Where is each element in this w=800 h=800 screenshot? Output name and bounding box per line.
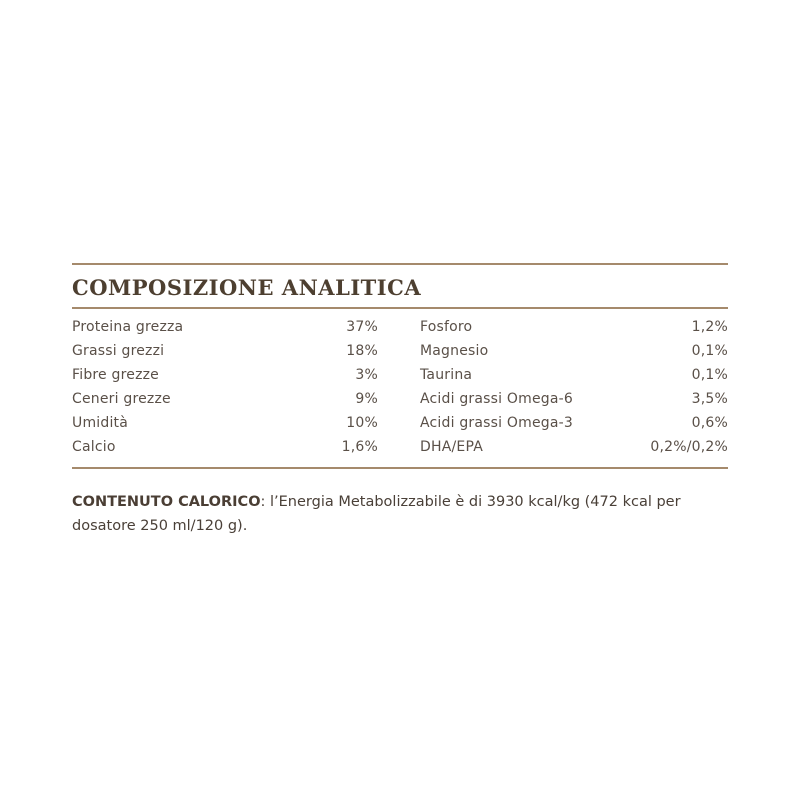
nutrient-value: 0,6% (691, 415, 728, 431)
nutrient-name: DHA/EPA (420, 439, 483, 455)
nutrient-name: Umidità (72, 415, 129, 431)
nutrient-name: Acidi grassi Omega-6 (420, 391, 573, 407)
table-row (72, 435, 378, 459)
top-rule (72, 263, 728, 265)
nutrient-value: 0,1% (691, 367, 728, 383)
section-title: COMPOSIZIONE ANALITICA (72, 275, 422, 300)
nutrient-value: 1,2% (691, 319, 728, 335)
table-row (420, 315, 728, 339)
calorie-text: : l’Energia Metabolizzabile è di 3930 kcal/kg (472 kcal per dosatore 250 ml/120 g). (72, 494, 681, 534)
table-row (72, 339, 378, 363)
composition-table (72, 309, 728, 467)
nutrient-name: Fibre grezze (72, 367, 159, 383)
table-row (420, 339, 728, 363)
nutrient-name: Proteina grezza (72, 319, 184, 335)
nutrient-name: Magnesio (420, 343, 489, 359)
table-row (72, 315, 378, 339)
nutrient-name: Grassi grezzi (72, 343, 165, 359)
nutrient-value: 37% (346, 319, 378, 335)
table-row (72, 411, 378, 435)
nutrient-name: Calcio (72, 439, 116, 455)
calorie-label: CONTENUTO CALORICO (72, 494, 261, 510)
table-row (420, 387, 728, 411)
table-row (420, 435, 728, 459)
nutrient-name: Fosforo (420, 319, 473, 335)
bottom-rule (72, 467, 728, 469)
nutrient-name: Ceneri grezze (72, 391, 171, 407)
nutrient-value: 10% (346, 415, 378, 431)
table-row (72, 363, 378, 387)
analytical-composition-panel (72, 263, 728, 469)
left-column (72, 315, 378, 459)
nutrient-name: Taurina (420, 367, 473, 383)
nutrient-value: 3,5% (691, 391, 728, 407)
nutrient-value: 9% (355, 391, 378, 407)
table-row (420, 411, 728, 435)
calorie-content (72, 490, 732, 538)
nutrient-value: 3% (355, 367, 378, 383)
table-row (420, 363, 728, 387)
right-column (420, 315, 728, 459)
nutrient-name: Acidi grassi Omega-3 (420, 415, 573, 431)
nutrient-value: 0,1% (691, 343, 728, 359)
nutrient-value: 0,2%/0,2% (650, 439, 728, 455)
table-row (72, 387, 378, 411)
nutrient-value: 18% (346, 343, 378, 359)
nutrient-value: 1,6% (341, 439, 378, 455)
